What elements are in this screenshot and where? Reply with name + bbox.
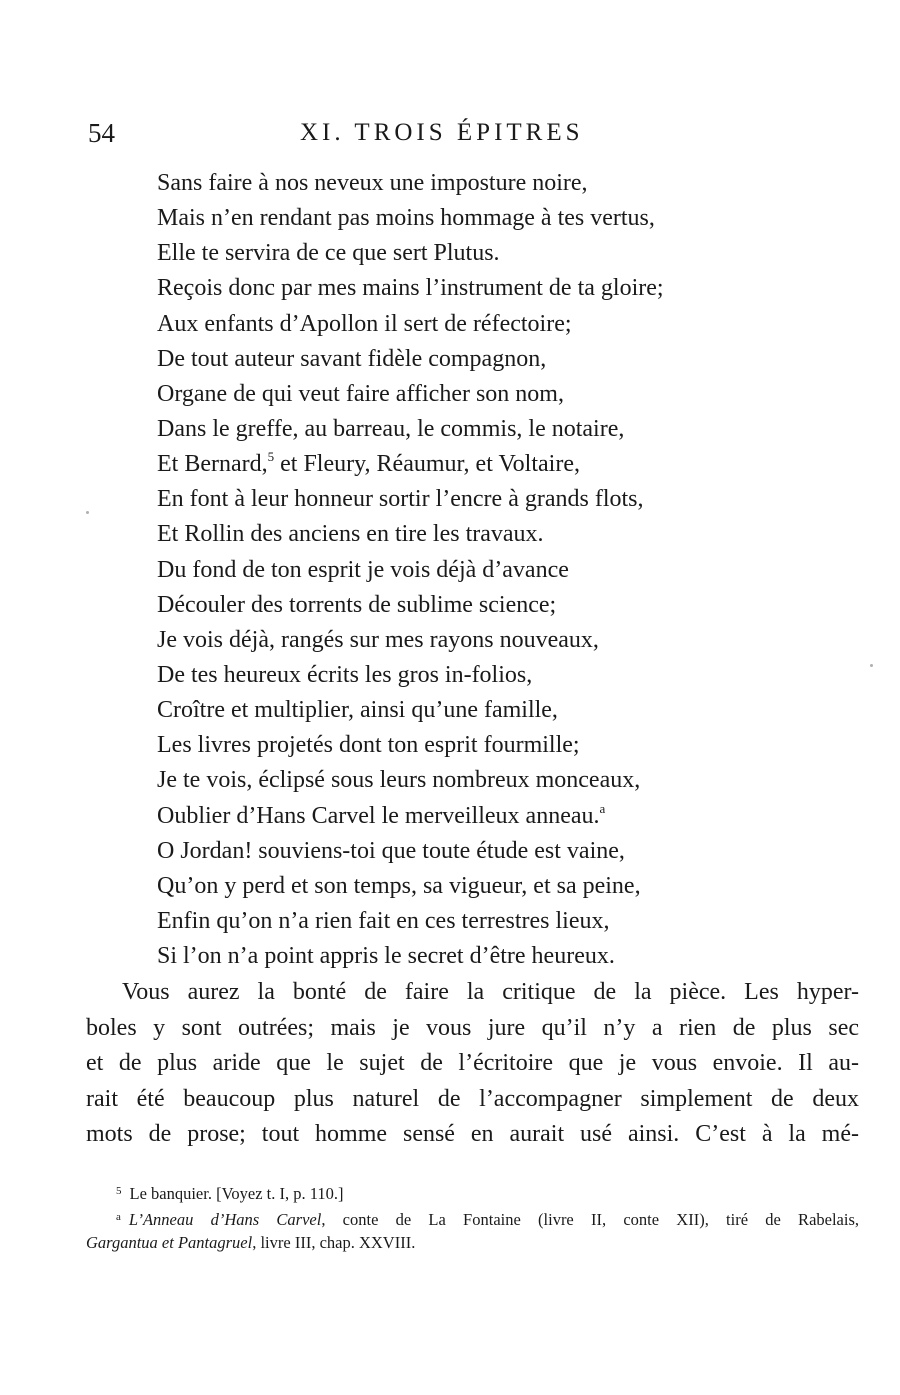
verse-line: Je te vois, éclipsé sous leurs nombreux monceaux, (157, 767, 641, 794)
footnote-mark: a (116, 1211, 121, 1223)
footnotes (86, 1178, 859, 1256)
verse-line: Enfin qu’on n’a rien fait en ces terrestres lieux, (157, 907, 610, 934)
running-head: XI. TROIS ÉPITRES (300, 119, 584, 146)
footnote-text: Le banquier. [Voyez t. I, p. 110.] (129, 1184, 344, 1203)
prose-line: boles y sont outrées; mais je vous jure qu’il n’y a rien de plus sec (86, 1014, 859, 1041)
verse-line: Si l’on n’a point appris le secret d’être heureux. (157, 943, 615, 970)
footnote-ref-a: a (599, 800, 606, 816)
verse-line: Je vois déjà, rangés sur mes rayons nouveaux, (157, 626, 599, 653)
prose-line: et de plus aride que le sujet de l’écritoire que je vous envoie. Il au- (86, 1050, 859, 1076)
verse-line: Sans faire à nos neveux une imposture noire, (157, 170, 588, 196)
verse-text: Oublier d’Hans Carvel le merveilleux anneau. (157, 802, 600, 829)
footnote-mark: 5 (116, 1185, 122, 1197)
verse-line: Qu’on y perd et son temps, sa vigueur, et sa peine, (157, 872, 641, 899)
prose-line: rait été beaucoup plus naturel de l’accompagner simplement de deux (86, 1085, 859, 1112)
verse-line: Dans le greffe, au barreau, le commis, le notaire, (157, 415, 625, 442)
footnote-ref-5: 5 (267, 449, 275, 465)
verse-line: Du fond de ton esprit je vois déjà d’avance (157, 556, 569, 583)
verse-line (157, 447, 664, 482)
verse-line: O Jordan! souviens-toi que toute étude est vaine, (157, 837, 625, 864)
verse-line: De tes heureux écrits les gros in-folios, (157, 661, 533, 688)
footnote-text: , livre III, chap. XXVIII. (252, 1233, 416, 1252)
verse-line: Organe de qui veut faire afficher son nom, (157, 380, 564, 407)
verse-text: Et Bernard, (157, 451, 268, 478)
verse-line: Les livres projetés dont ton esprit fourmille; (157, 732, 580, 759)
verse-line: Croître et multiplier, ainsi qu’une famille, (157, 697, 558, 724)
verse-text-continued: et Fleury, Réaumur, et Voltaire, (274, 451, 580, 478)
page-number: 54 (88, 118, 115, 148)
paper-speck (870, 664, 873, 667)
footnote-text: , conte de La Fontaine (livre II, conte XII), tiré de Rabelais, (321, 1210, 860, 1229)
verse-line: Et Rollin des anciens en tire les travaux. (157, 521, 544, 548)
poem (157, 166, 664, 974)
paper-speck (86, 511, 89, 514)
footnote-5 (86, 1178, 859, 1204)
prose-paragraph (86, 975, 859, 1153)
prose-line: mots de prose; tout homme sensé en aurait usé ainsi. C’est à la mé- (86, 1121, 859, 1147)
verse-line: De tout auteur savant fidèle compagnon, (157, 345, 547, 372)
footnote-a (86, 1204, 859, 1230)
verse-line (157, 799, 664, 834)
verse-line: Elle te servira de ce que sert Plutus. (157, 240, 500, 267)
verse-line: Aux enfants d’Apollon il sert de réfectoire; (157, 310, 572, 337)
footnote-title: Gargantua et Pantagruel (86, 1233, 253, 1252)
prose-line: Vous aurez la bonté de faire la critique de la pièce. Les hyper- (122, 979, 859, 1005)
verse-line: Découler des torrents de sublime science; (157, 591, 557, 618)
verse-line: Mais n’en rendant pas moins hommage à tes vertus, (157, 205, 655, 232)
verse-line: Reçois donc par mes mains l’instrument de ta gloire; (157, 275, 664, 302)
verse-line: En font à leur honneur sortir l’encre à grands flots, (157, 486, 644, 513)
footnote-title: L’Anneau d’Hans Carvel (128, 1210, 322, 1229)
footnote-a-continued (86, 1230, 859, 1256)
